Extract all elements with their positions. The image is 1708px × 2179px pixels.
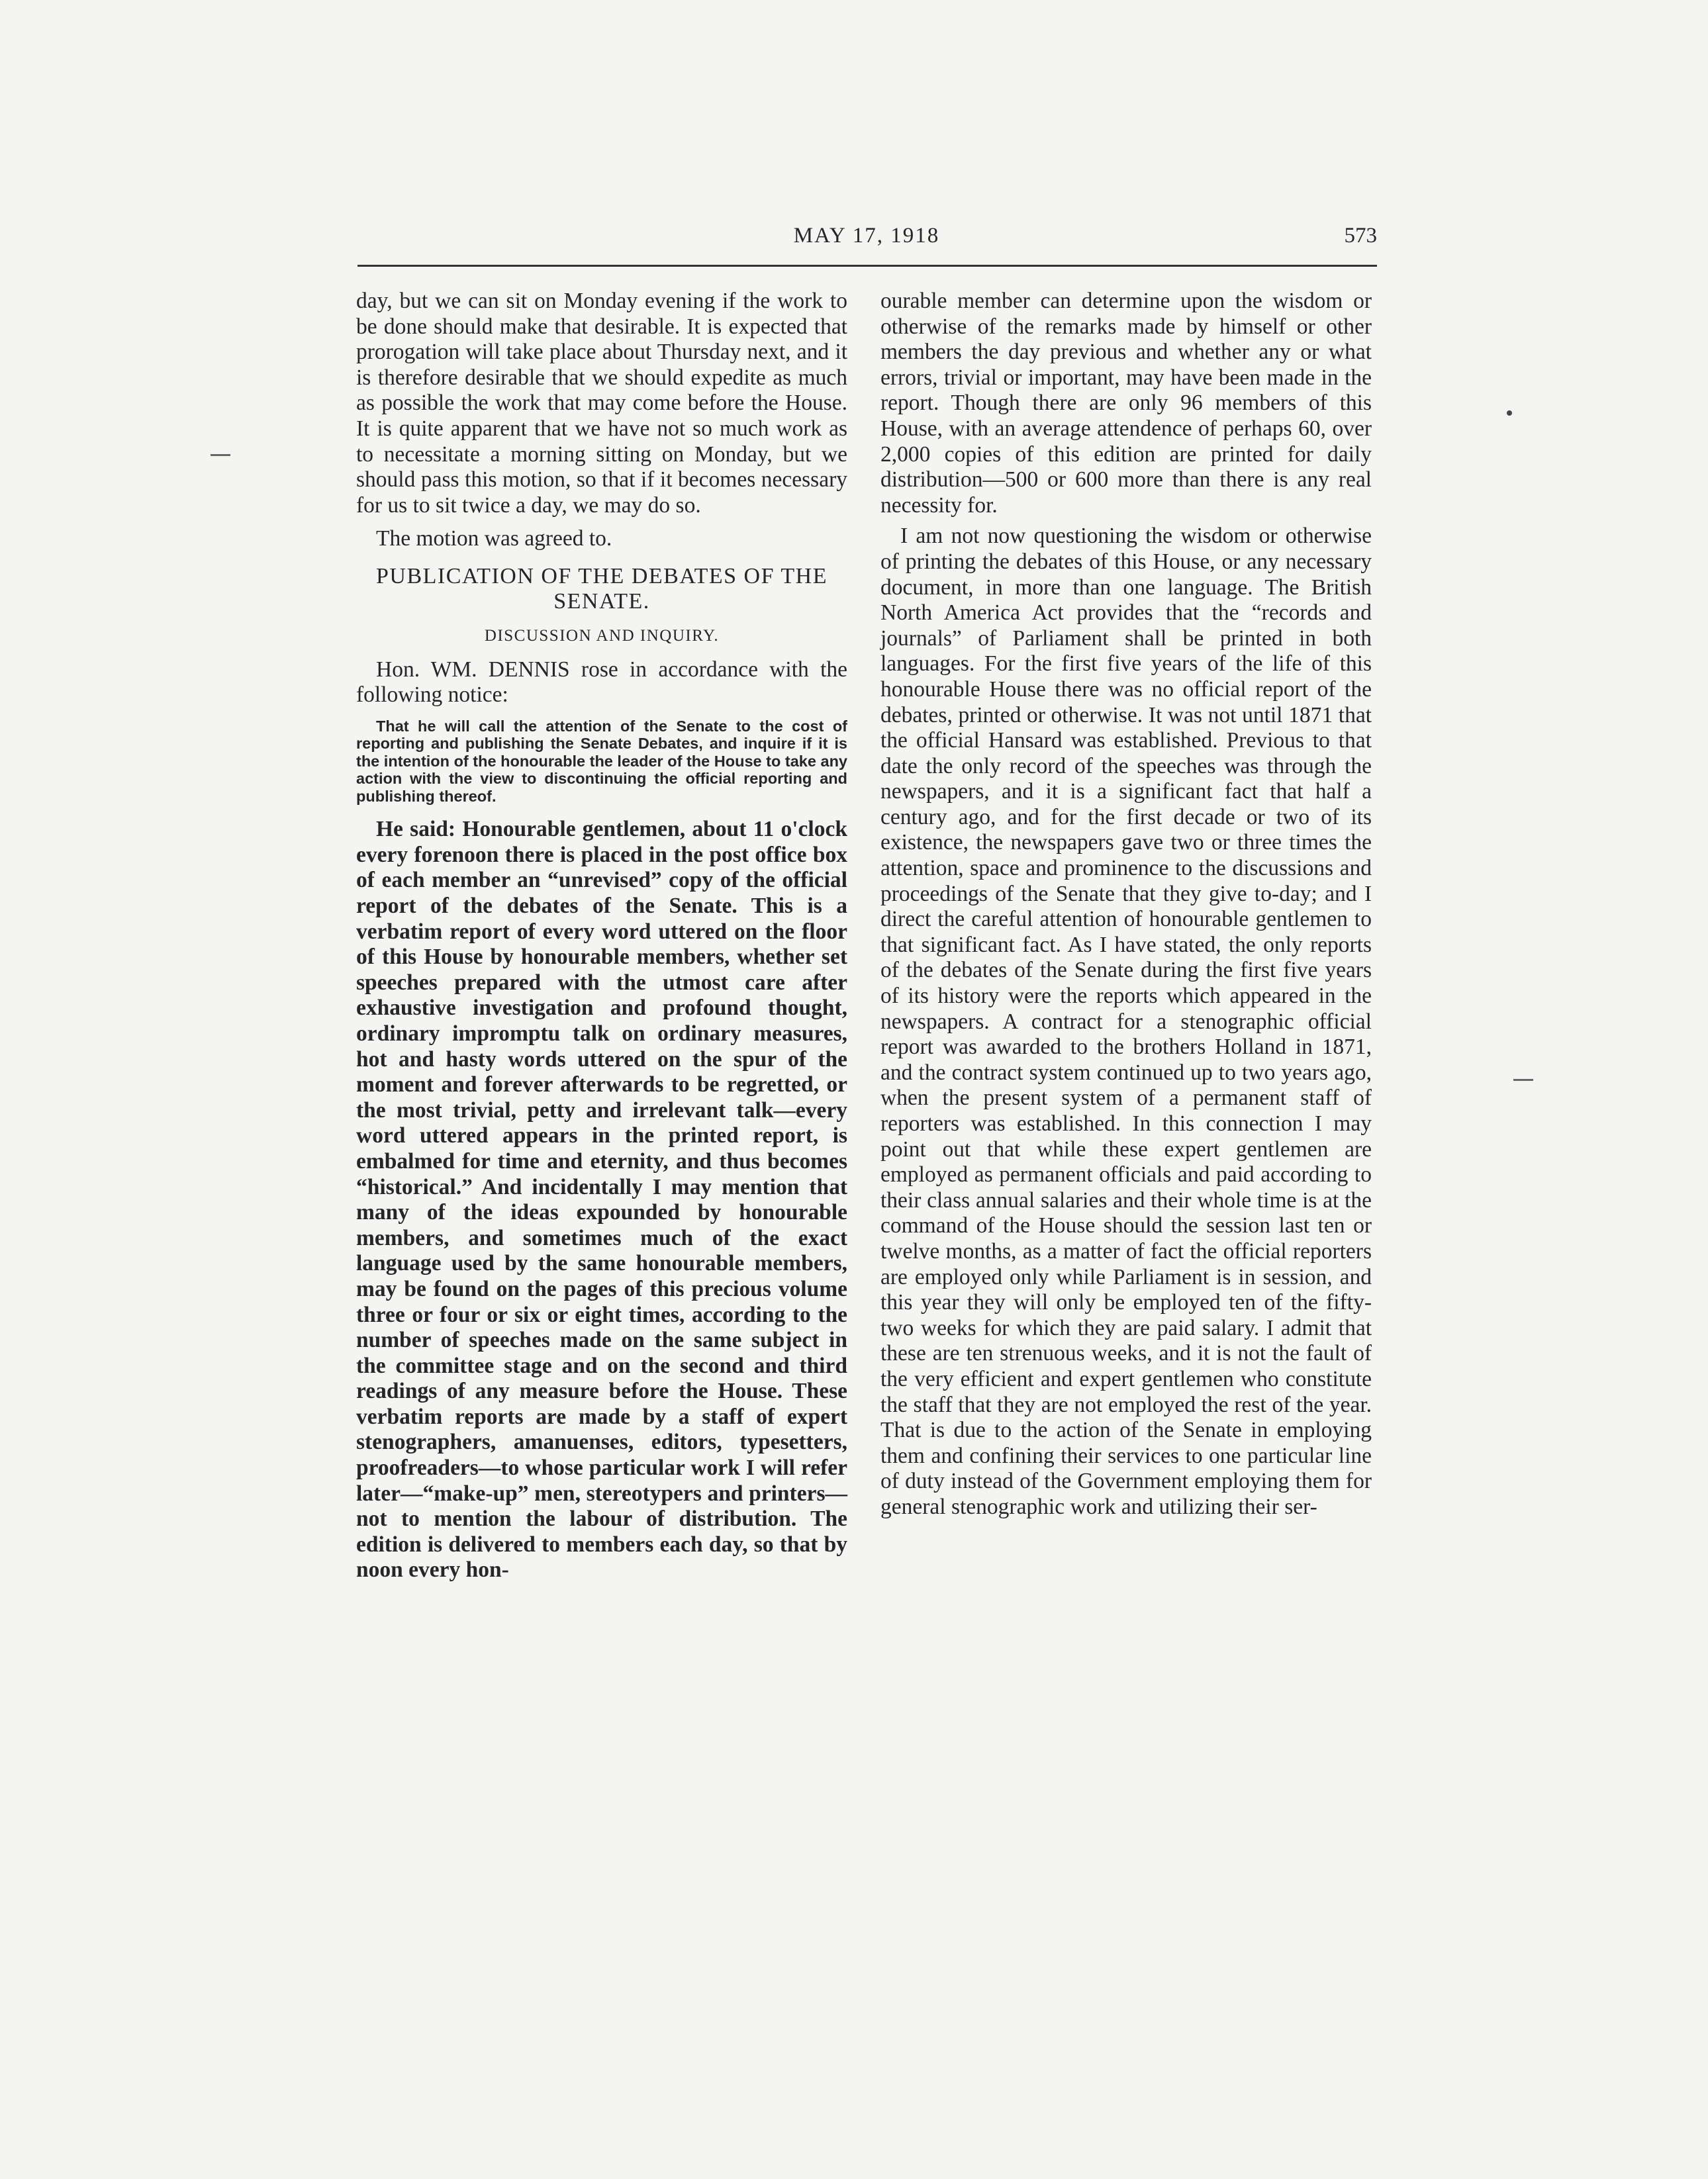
- section-heading: PUBLICATION OF THE DEBATES OF THE SENATE.: [375, 563, 828, 614]
- paragraph: Hon. WM. DENNIS rose in accordance with the following notice:: [356, 657, 847, 708]
- page-number: 573: [1344, 224, 1377, 248]
- margin-dot: [1507, 410, 1512, 416]
- paragraph: day, but we can sit on Monday evening if the work to be done should make that desirable. It is expected that prorogation will take place about Thursday next, and it is therefore desirable that we should expedite as much as possible the work that may come before the House. It is quite apparent that we have not so much work as to necessitate a morning sitting on Monday, but we should pass this motion, so that if it becomes necessary for us to sit twice a day, we may do so.: [356, 289, 847, 518]
- margin-mark: [211, 454, 230, 456]
- paragraph: The motion was agreed to.: [376, 526, 612, 551]
- page-header: [356, 218, 1377, 252]
- notice-text: That he will call the attention of the Senate to the cost of reporting and publishing the Senate Debates, and inquire if it is the intention of the honourable the leader of the House to take any action with the view to discontinuing the official reporting and publishing thereof.: [356, 717, 847, 805]
- header-rule: [357, 265, 1377, 267]
- header-date: MAY 17, 1918: [793, 224, 940, 248]
- margin-mark: [1513, 1079, 1533, 1081]
- paragraph: ourable member can determine upon the wisdom or otherwise of the remarks made by himself or other members the day previous and whether any or what errors, trivial or important, may have been made in the report. Though there are only 96 members of this House, with an average attendence of perhaps 60, over 2,000 copies of this edition are printed for daily distribution—500 or 600 more than there is any real necessity for.: [880, 289, 1372, 518]
- section-subheading: DISCUSSION AND INQUIRY.: [484, 626, 720, 645]
- paragraph: I am not now questioning the wisdom or otherwise of printing the debates of this House, or any necessary document, in more than one language. The British North America Act provides that the “records and journals” of Parliament shall be printed in both languages. For the first five years of the life of this honourable House there was no official report of the debates, printed or otherwise. It was not until 1871 that the official Hansard was established. Previous to that date the only record of the speeches was through the newspapers, and it is a significant fact that half a century ago, and for the first decade or two of its existence, the newspapers gave two or three times the attention, space and prominence to the discussions and proceedings of the Senate that they give to-day; and I direct the careful attention of honourable gentlemen to that significant fact. As I have stated, the only reports of the debates of the Senate during the first five years of its history were the reports which appeared in the newspapers. A contract for a stenographic official report was awarded to the brothers Holland in 1871, and the contract system continued up to two years ago, when the present system of a permanent staff of reporters was established. In this connection I may point out that while these expert gentlemen are employed as permanent officials and paid according to their class annual salaries and their whole time is at the command of the House should the session last ten or twelve months, as a matter of fact the official reporters are employed only while Parliament is in session, and this year they will only be employed ten of the fifty-two weeks for which they are paid salary. I admit that these are ten strenuous weeks, and it is not the fault of the very efficient and expert gentlemen who constitute the staff that they are not employed the rest of the year. That is due to the action of the Senate in employing them and confining their services to one particular line of duty instead of the Government employing them for general stenographic work and utilizing their ser-: [880, 524, 1372, 1519]
- paragraph: He said: Honourable gentlemen, about 11 o'clock every forenoon there is placed in the post office box of each member an “unrevised” copy of the official report of the debates of the Senate. This is a verbatim report of every word uttered on the floor of this House by honourable members, whether set speeches prepared with the utmost care after exhaustive investigation and profound thought, ordinary impromptu talk on ordinary measures, hot and hasty words uttered on the spur of the moment and forever afterwards to be regretted, or the most trivial, petty and irrelevant talk—every word uttered appears in the printed report, is embalmed for time and eternity, and thus becomes “historical.” And incidentally I may mention that many of the ideas expounded by honourable members, and sometimes much of the exact language used by the same honourable members, may be found on the pages of this precious volume three or four or six or eight times, according to the number of speeches made on the same subject in the committee stage and on the second and third readings of any measure before the House. These verbatim reports are made by a staff of expert stenographers, amanuenses, editors, typesetters, proofreaders—to whose particular work I will refer later—“make-up” men, stereotypers and printers—not to mention the labour of distribution. The edition is delivered to members each day, so that by noon every hon-: [356, 817, 847, 1583]
- right-column: [880, 289, 1372, 1520]
- left-column: [356, 289, 847, 1583]
